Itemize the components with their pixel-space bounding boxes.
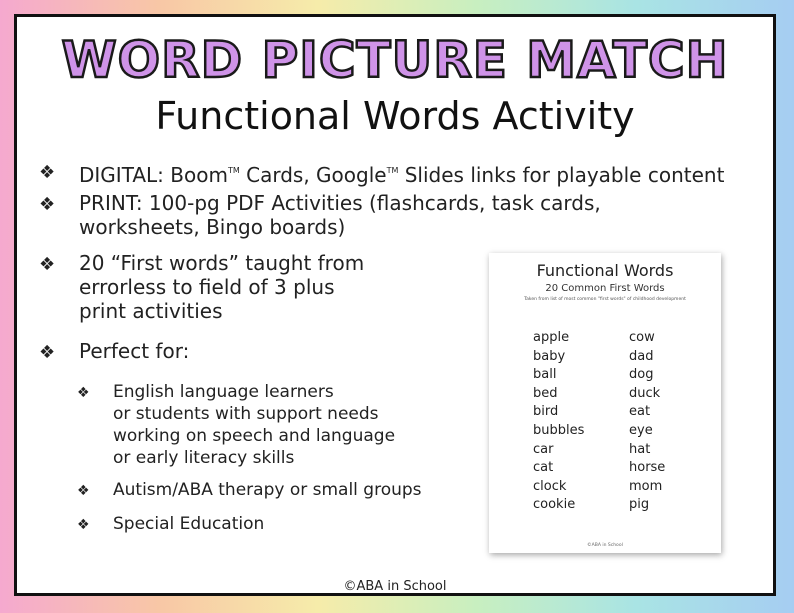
word-item: eat bbox=[629, 404, 651, 420]
sub-bullet-line: Special Education bbox=[113, 514, 265, 534]
sub-bullet-line: working on speech and language bbox=[113, 426, 396, 446]
word-item: ball bbox=[533, 367, 557, 383]
four-diamond-bullet-icon: ❖ bbox=[77, 483, 90, 499]
word-item: pig bbox=[629, 497, 650, 513]
sub-bullet-line: Autism/ABA therapy or small groups bbox=[113, 480, 422, 500]
sheet-title: Functional Words bbox=[536, 261, 674, 280]
bullet-print-line-2: worksheets, Bingo boards) bbox=[79, 215, 346, 239]
sheet-subtitle: 20 Common First Words bbox=[545, 283, 665, 294]
bullet-perfect-for-label: Perfect for: bbox=[79, 339, 190, 363]
four-diamond-bullet-icon: ❖ bbox=[39, 342, 56, 363]
four-diamond-bullet-icon: ❖ bbox=[39, 194, 56, 215]
bullet-first-words-line-2: errorless to field of 3 plus bbox=[79, 275, 335, 299]
four-diamond-bullet-icon: ❖ bbox=[77, 517, 90, 533]
word-item: bed bbox=[533, 385, 558, 401]
word-item: dog bbox=[629, 367, 654, 383]
four-diamond-bullet-icon: ❖ bbox=[39, 254, 56, 275]
sub-bullet-line: or students with support needs bbox=[113, 404, 379, 424]
sub-bullet-line: English language learners bbox=[113, 382, 334, 402]
bullet-print-line-1: PRINT: 100-pg PDF Activities (flashcards, task cards, bbox=[79, 191, 601, 215]
word-item: mom bbox=[629, 478, 663, 494]
footer-credit: ©ABA in School bbox=[343, 579, 447, 594]
word-item: baby bbox=[533, 348, 566, 364]
sheet-credit: ©ABA in School bbox=[587, 543, 623, 548]
word-item: cow bbox=[629, 330, 655, 345]
word-item: car bbox=[533, 441, 554, 457]
word-item: dad bbox=[629, 348, 654, 364]
word-item: duck bbox=[629, 385, 661, 401]
bullet-first-words-line-3: print activities bbox=[79, 299, 223, 323]
four-diamond-bullet-icon: ❖ bbox=[77, 385, 90, 401]
word-column-2 bbox=[629, 329, 665, 515]
product-card bbox=[14, 14, 776, 596]
word-item: hat bbox=[629, 441, 651, 457]
word-column-1 bbox=[533, 329, 584, 515]
sub-bullet-line: or early literacy skills bbox=[113, 448, 295, 468]
sheet-note: Taken from list of most common "first words" of childhood development bbox=[524, 297, 686, 302]
page-subtitle: Functional Words Activity bbox=[155, 94, 635, 138]
word-item: eye bbox=[629, 422, 653, 438]
word-item: bubbles bbox=[533, 422, 585, 438]
word-item: bird bbox=[533, 404, 559, 420]
word-item: cookie bbox=[533, 497, 576, 513]
word-item: horse bbox=[629, 460, 666, 476]
page-title: WORD PICTURE MATCH bbox=[61, 31, 729, 89]
word-item: cat bbox=[533, 460, 554, 476]
word-item: clock bbox=[533, 478, 567, 494]
word-list-preview-sheet bbox=[489, 253, 721, 553]
word-item: apple bbox=[533, 330, 570, 345]
bullet-digital-text: DIGITAL: Boom™ Cards, Google™ Slides links for playable content bbox=[79, 163, 725, 187]
bullet-first-words-line-1: 20 “First words” taught from bbox=[79, 251, 365, 275]
four-diamond-bullet-icon: ❖ bbox=[39, 162, 56, 183]
